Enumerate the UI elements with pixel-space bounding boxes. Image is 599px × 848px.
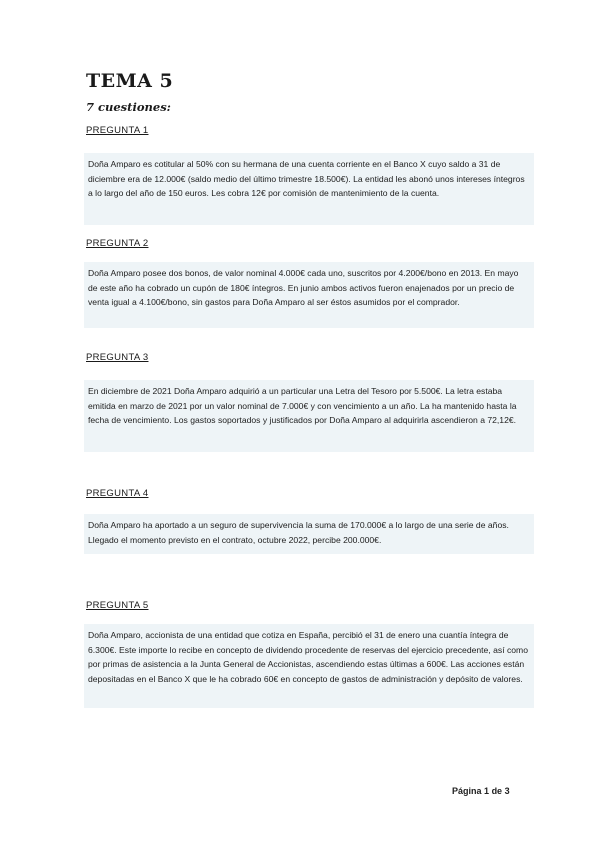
question-3-heading: PREGUNTA 3 [86, 352, 149, 363]
question-1-text: Doña Amparo es cotitular al 50% con su hermana de una cuenta corriente en el Banco X cuyo saldo a 31 de diciembre era de 12.000€ (saldo medio del último trimestre 18.500€). La entidad les abonó unos intereses íntegros a lo largo del año de 150 euros. Les cobra 12€ por comisión de mantenimiento de la cuenta. [84, 153, 534, 225]
question-4-heading: PREGUNTA 4 [86, 488, 149, 499]
question-2-text: Doña Amparo posee dos bonos, de valor nominal 4.000€ cada uno, suscritos por 4.200€/bono en 2013. En mayo de este año ha cobrado un cupón de 180€ íntegros. En junio ambos activos fueron enajenados por un precio de venta igual a 4.100€/bono, sin gastos para Doña Amparo al ser éstos asumidos por el comprador. [84, 262, 534, 328]
question-5-heading: PREGUNTA 5 [86, 600, 149, 611]
question-4-text: Doña Amparo ha aportado a un seguro de supervivencia la suma de 170.000€ a lo largo de una serie de años. Llegado el momento previsto en el contrato, octubre 2022, percibe 200.000€. [84, 514, 534, 554]
question-2-heading: PREGUNTA 2 [86, 238, 149, 249]
question-1-heading: PREGUNTA 1 [86, 125, 149, 136]
question-3-text: En diciembre de 2021 Doña Amparo adquirió a un particular una Letra del Tesoro por 5.500€. La letra estaba emitida en marzo de 2021 por un valor nominal de 7.000€ y con vencimiento a un año. La ha mantenido hasta la fecha de vencimiento. Los gastos soportados y justificados por Doña Amparo al adquirirla ascendieron a 72,12€. [84, 380, 534, 452]
page-label: Página [452, 786, 482, 796]
page-of: de [491, 786, 503, 796]
total-pages: 3 [504, 786, 510, 796]
current-page: 1 [484, 786, 490, 796]
page-number [452, 786, 510, 796]
page-title: TEMA 5 [86, 70, 174, 92]
question-5-text: Doña Amparo, accionista de una entidad que cotiza en España, percibió el 31 de enero una cuantía íntegra de 6.300€. Este importe lo recibe en concepto de dividendo procedente de reservas del ejercicio precedente, así como por primas de asistencia a la Junta General de Accionistas, ascendiendo estas últimas a 600€. Las acciones están depositadas en el Banco X que le ha cobrado 60€ en concepto de gastos de administración y depósito de valores. [84, 624, 534, 708]
page-subtitle: 7 cuestiones: [86, 100, 171, 114]
